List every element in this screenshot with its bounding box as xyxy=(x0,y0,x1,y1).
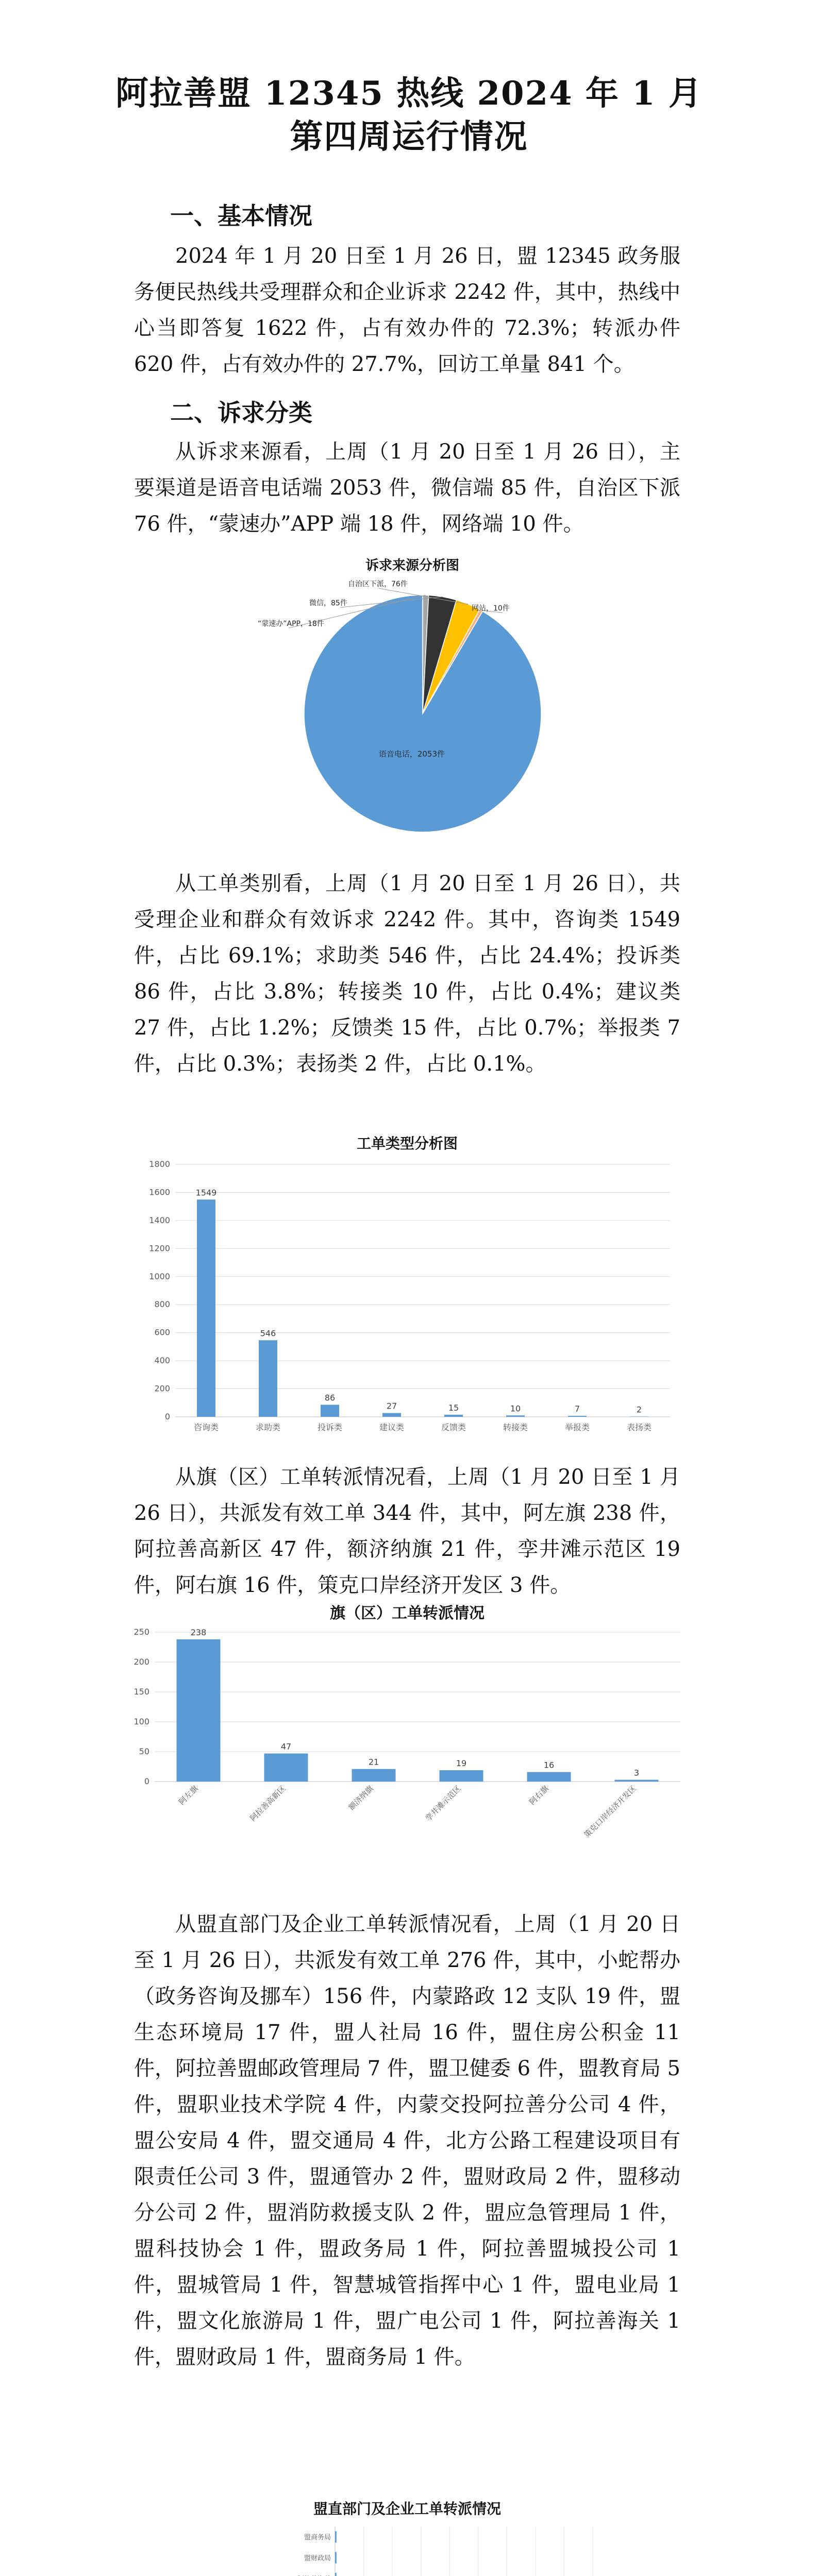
x-tick-label: 额济纳旗 xyxy=(346,1784,375,1812)
bar-value-label: 2 xyxy=(636,1404,642,1415)
bar xyxy=(630,1416,648,1417)
section-heading-basic: 一、基本情况 xyxy=(170,202,312,230)
y-tick-label: 盟商务局 xyxy=(304,2534,331,2542)
y-tick-label: 100 xyxy=(133,1717,149,1726)
department-dispatch-bar-chart xyxy=(201,2499,613,2576)
y-tick-label: 1400 xyxy=(149,1215,170,1225)
bar-value-label: 1549 xyxy=(195,1188,217,1198)
bar xyxy=(382,1413,401,1417)
paragraph-banner-dispatch: 从旗（区）工单转派情况看，上周（1 月 20 日至 1 月 26 日），共派发有效工单 344 件，其中，阿左旗 238 件，阿拉善高新区 47 件，额济纳旗 21 件，孪井滩示范区 19 件，阿右旗 16 件，策克口岸经济开发区 3 件。 xyxy=(134,1465,680,1597)
y-tick-label: 1800 xyxy=(149,1159,170,1169)
district-dispatch-bar-chart xyxy=(124,1602,691,1860)
district-chart-svg xyxy=(124,1627,691,1859)
bar xyxy=(335,2531,337,2543)
bar xyxy=(568,1416,587,1417)
bar xyxy=(506,1415,525,1417)
department-chart-svg xyxy=(201,2521,613,2576)
y-tick-label: 1600 xyxy=(149,1187,170,1197)
bar-value-label: 7 xyxy=(574,1404,580,1414)
bar-value-label: 16 xyxy=(543,1760,555,1770)
bar-value-label: 19 xyxy=(456,1758,467,1768)
y-tick-label: 1000 xyxy=(149,1271,170,1281)
pie-slice-label: 自治区下派，76件 xyxy=(348,580,408,588)
x-tick-label: 咨询类 xyxy=(193,1422,219,1432)
ticket-type-chart-title: 工单类型分析图 xyxy=(356,1135,458,1152)
x-tick-label: 建议类 xyxy=(379,1422,405,1432)
x-tick-label: 投诉类 xyxy=(317,1422,343,1432)
bar-value-label: 238 xyxy=(190,1627,207,1637)
bar-value-label: 546 xyxy=(260,1328,276,1338)
y-tick-label: 250 xyxy=(133,1627,149,1637)
source-pie-chart xyxy=(237,556,588,845)
paragraph-source: 从诉求来源看，上周（1 月 20 日至 1 月 26 日），主要渠道是语音电话端 2053 件，微信端 85 件，自治区下派 76 件，“蒙速办”APP 端 18 件，网络端 10 件。 xyxy=(134,440,680,536)
paragraph-department-dispatch: 从盟直部门及企业工单转派情况看，上周（1 月 20 日至 1 月 26 日），共派发有效工单 276 件，其中，小蛇帮办（政务咨询及挪车）156 件，内蒙路政 12 支队 19 件，盟生态环境局 17 件，盟人社局 16 件，盟住房公积金 11 件，阿拉善盟邮政管理局 7 件，盟卫健委 6 件，盟教育局 5 件，盟职业技术学院 4 件，内蒙交投阿拉善分公司 4 件，盟公安局 4 件，盟交通局 4 件，北方公路工程建设项目有限责任公司 3 件，盟通管办 2 件，盟财政局 2 件，盟移动分公司 2 件，盟消防救援支队 2 件，盟应急管理局 1 件，盟科技协会 1 件，盟政务局 1 件，阿拉善盟城投公司 1 件，盟城管局 1 件，智慧城管指挥中心 1 件，盟电业局 1 件，盟文化旅游局 1 件，盟广电公司 1 件，阿拉善海关 1 件，盟财政局 1 件，盟商务局 1 件。 xyxy=(134,1912,680,2369)
y-tick-label: 1200 xyxy=(149,1243,170,1253)
bar xyxy=(335,2552,337,2563)
x-tick-label: 求助类 xyxy=(255,1422,281,1432)
y-tick-label: 200 xyxy=(133,1657,149,1667)
ticket-type-chart-svg xyxy=(134,1154,680,1443)
bar-value-label: 21 xyxy=(368,1757,379,1767)
district-chart-title: 旗（区）工单转派情况 xyxy=(330,1604,485,1622)
bar xyxy=(335,2573,337,2576)
bar xyxy=(321,1405,339,1417)
bar xyxy=(264,1753,308,1782)
paragraph-ticket-category: 从工单类别看，上周（1 月 20 日至 1 月 26 日），共受理企业和群众有效诉求 2242 件。其中，咨询类 1549 件，占比 69.1%；求助类 546 件，占比 24.4%；投诉类 86 件，占比 3.8%；转接类 10 件，占比 0.4%；建议类 27 件，占比 1.2%；反馈类 15 件，占比 0.7%；举报类 7 件，占比 0.3%；表扬类 2 件，占比 0.1%。 xyxy=(134,872,680,1076)
bar-value-label: 15 xyxy=(448,1402,459,1413)
y-tick-label: 0 xyxy=(144,1776,149,1786)
pie-slice-label: 微信，85件 xyxy=(309,599,347,607)
y-tick-label: 50 xyxy=(139,1747,149,1756)
department-chart-title: 盟直部门及企业工单转派情况 xyxy=(313,2500,501,2517)
x-tick-label: 转接类 xyxy=(503,1422,528,1432)
y-tick-label: 0 xyxy=(164,1412,170,1421)
document-title-line1: 阿拉善盟 12345 热线 2024 年 1 月 xyxy=(115,74,703,113)
bar xyxy=(615,1780,659,1782)
bar xyxy=(527,1772,571,1782)
bar xyxy=(444,1415,463,1417)
x-tick-label: 阿左旗 xyxy=(177,1784,200,1807)
bar-value-label: 3 xyxy=(633,1768,640,1778)
pie-chart-svg xyxy=(237,577,588,845)
pie-slice-label: 语音电话，2053件 xyxy=(378,749,445,759)
y-tick-label: 600 xyxy=(154,1327,170,1337)
x-tick-label: 策克口岸经济开发区 xyxy=(582,1784,638,1840)
bar-value-label: 10 xyxy=(510,1403,521,1414)
pie-slice-label: “蒙速办”APP，18件 xyxy=(258,620,324,628)
section-heading-classification: 二、诉求分类 xyxy=(170,399,312,427)
y-tick-label: 盟财政局 xyxy=(304,2554,331,2563)
bar-value-label: 86 xyxy=(324,1393,336,1403)
x-tick-label: 表扬类 xyxy=(626,1422,652,1432)
y-tick-label: 400 xyxy=(154,1355,170,1366)
pie-slice-label: 网站，10件 xyxy=(472,604,510,613)
bar-value-label: 27 xyxy=(386,1401,397,1411)
pie-chart-title: 诉求来源分析图 xyxy=(365,558,459,573)
y-tick-label: 800 xyxy=(154,1299,170,1310)
document-title-line2: 第四周运行情况 xyxy=(290,117,528,156)
bar xyxy=(440,1770,483,1782)
bar-value-label: 47 xyxy=(280,1741,292,1752)
bar xyxy=(177,1639,221,1782)
bar xyxy=(352,1769,396,1782)
x-tick-label: 孪井滩示范区 xyxy=(423,1784,463,1823)
y-tick-label: 150 xyxy=(133,1687,149,1697)
paragraph-basic-situation: 2024 年 1 月 20 日至 1 月 26 日，盟 12345 政务服务便民热线共受理群众和企业诉求 2242 件，其中，热线中心当即答复 1622 件，占有效办件的 72.3%；转派办件 620 件，占有效办件的 27.7%，回访工单量 841 个。 xyxy=(134,244,680,376)
y-tick-label: 200 xyxy=(154,1383,170,1394)
bar xyxy=(259,1340,277,1417)
ticket-type-bar-chart xyxy=(134,1133,680,1443)
x-tick-label: 阿拉善高新区 xyxy=(248,1784,288,1823)
x-tick-label: 反馈类 xyxy=(441,1422,466,1432)
x-tick-label: 举报类 xyxy=(564,1422,590,1432)
x-tick-label: 阿右旗 xyxy=(527,1784,550,1807)
bar xyxy=(197,1199,215,1417)
